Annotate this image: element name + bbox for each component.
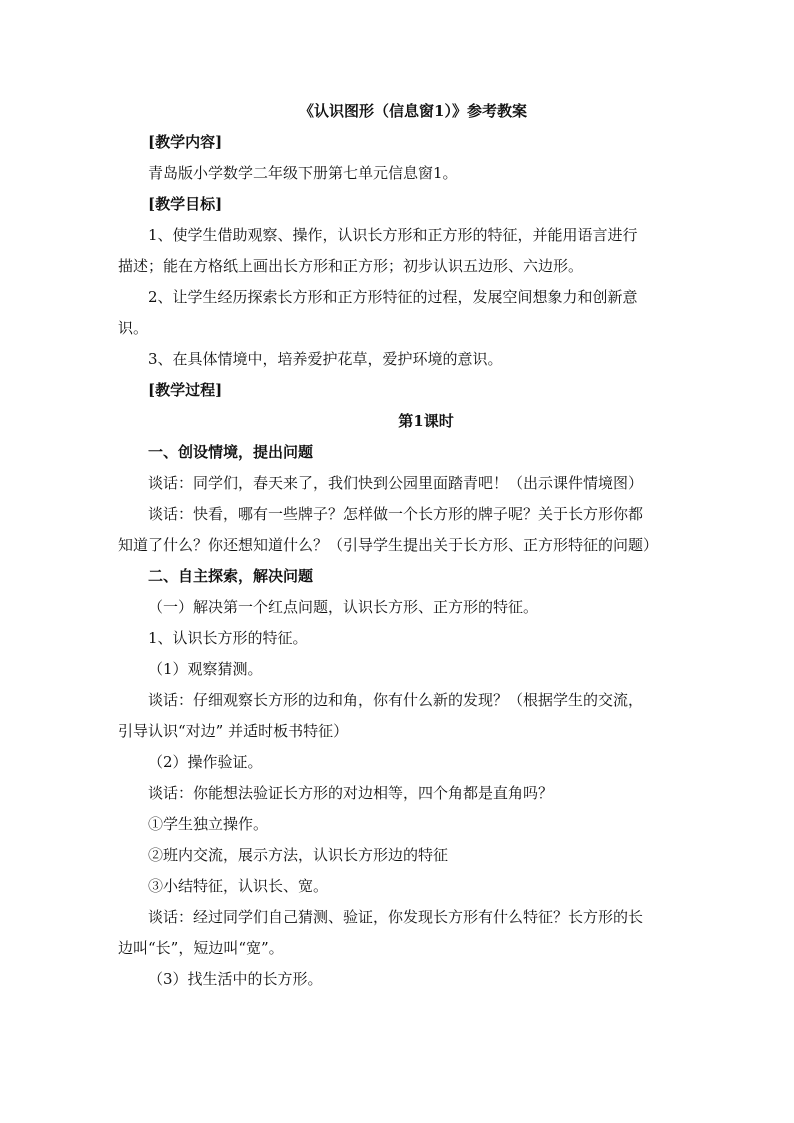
- section-teaching-goals: [教学目标]: [148, 195, 223, 213]
- part-2-summary-line-1: 谈话：经过同学们自己猜测、验证，你发现长方形有什么特征？长方形的长: [148, 908, 644, 926]
- part-2-step-1-talk-line-2: 引导认识“对边” 并适时板书特征）: [118, 722, 349, 740]
- part-1-heading: 一、创设情境，提出问题: [148, 443, 314, 461]
- document-title: 《认识图形（信息窗1）》参考教案: [299, 102, 527, 120]
- part-2-step-2-talk: 谈话：你能想法验证长方形的对边相等，四个角都是直角吗？: [148, 784, 554, 802]
- part-2-step-1-talk-line-1: 谈话：仔细观察长方形的边和角，你有什么新的发现？（根据学生的交流，: [148, 691, 644, 709]
- part-2-heading: 二、自主探索，解决问题: [148, 567, 314, 585]
- part-2-item-1: 1、认识长方形的特征。: [148, 629, 308, 647]
- section-teaching-content: [教学内容]: [148, 133, 223, 151]
- document-page: [118, 96, 678, 995]
- goal-1-line-1: 1、使学生借助观察、操作，认识长方形和正方形的特征，并能用语言进行: [148, 226, 638, 244]
- part-2-step-1: （1）观察猜测。: [148, 660, 263, 678]
- goal-3: 3、在具体情境中，培养爱护花草，爱护环境的意识。: [148, 350, 503, 368]
- part-2-step-2: （2）操作验证。: [148, 753, 263, 771]
- goal-2-line-1: 2、让学生经历探索长方形和正方形特征的过程，发展空间想象力和创新意: [148, 288, 638, 306]
- part-1-paragraph-1: 谈话：同学们，春天来了，我们快到公园里面踏青吧！（出示课件情境图）: [148, 474, 644, 492]
- teaching-content-text: 青岛版小学数学二年级下册第七单元信息窗1。: [148, 164, 458, 182]
- part-2-subsection-1: （一）解决第一个红点问题，认识长方形、正方形的特征。: [148, 598, 539, 616]
- goal-1-line-2: 描述；能在方格纸上画出长方形和正方形；初步认识五边形、六边形。: [118, 257, 584, 275]
- part-2-summary-line-2: 边叫“长”，短边叫“宽”。: [118, 939, 284, 957]
- part-2-step-3: （3）找生活中的长方形。: [148, 970, 323, 988]
- section-teaching-process: [教学过程]: [148, 381, 223, 399]
- part-2-step-2-c: ③小结特征，认识长、宽。: [148, 877, 329, 895]
- goal-2-line-2: 识。: [118, 319, 149, 337]
- lesson-title: 第1课时: [398, 412, 454, 430]
- part-2-step-2-b: ②班内交流，展示方法，认识长方形边的特征: [148, 846, 449, 864]
- part-1-paragraph-2-line-1: 谈话：快看，哪有一些牌子？怎样做一个长方形的牌子呢？关于长方形你都: [148, 505, 644, 523]
- part-2-step-2-a: ①学生独立操作。: [148, 815, 269, 833]
- part-1-paragraph-2-line-2: 知道了什么？你还想知道什么？（引导学生提出关于长方形、正方形特征的问题）: [118, 536, 659, 554]
